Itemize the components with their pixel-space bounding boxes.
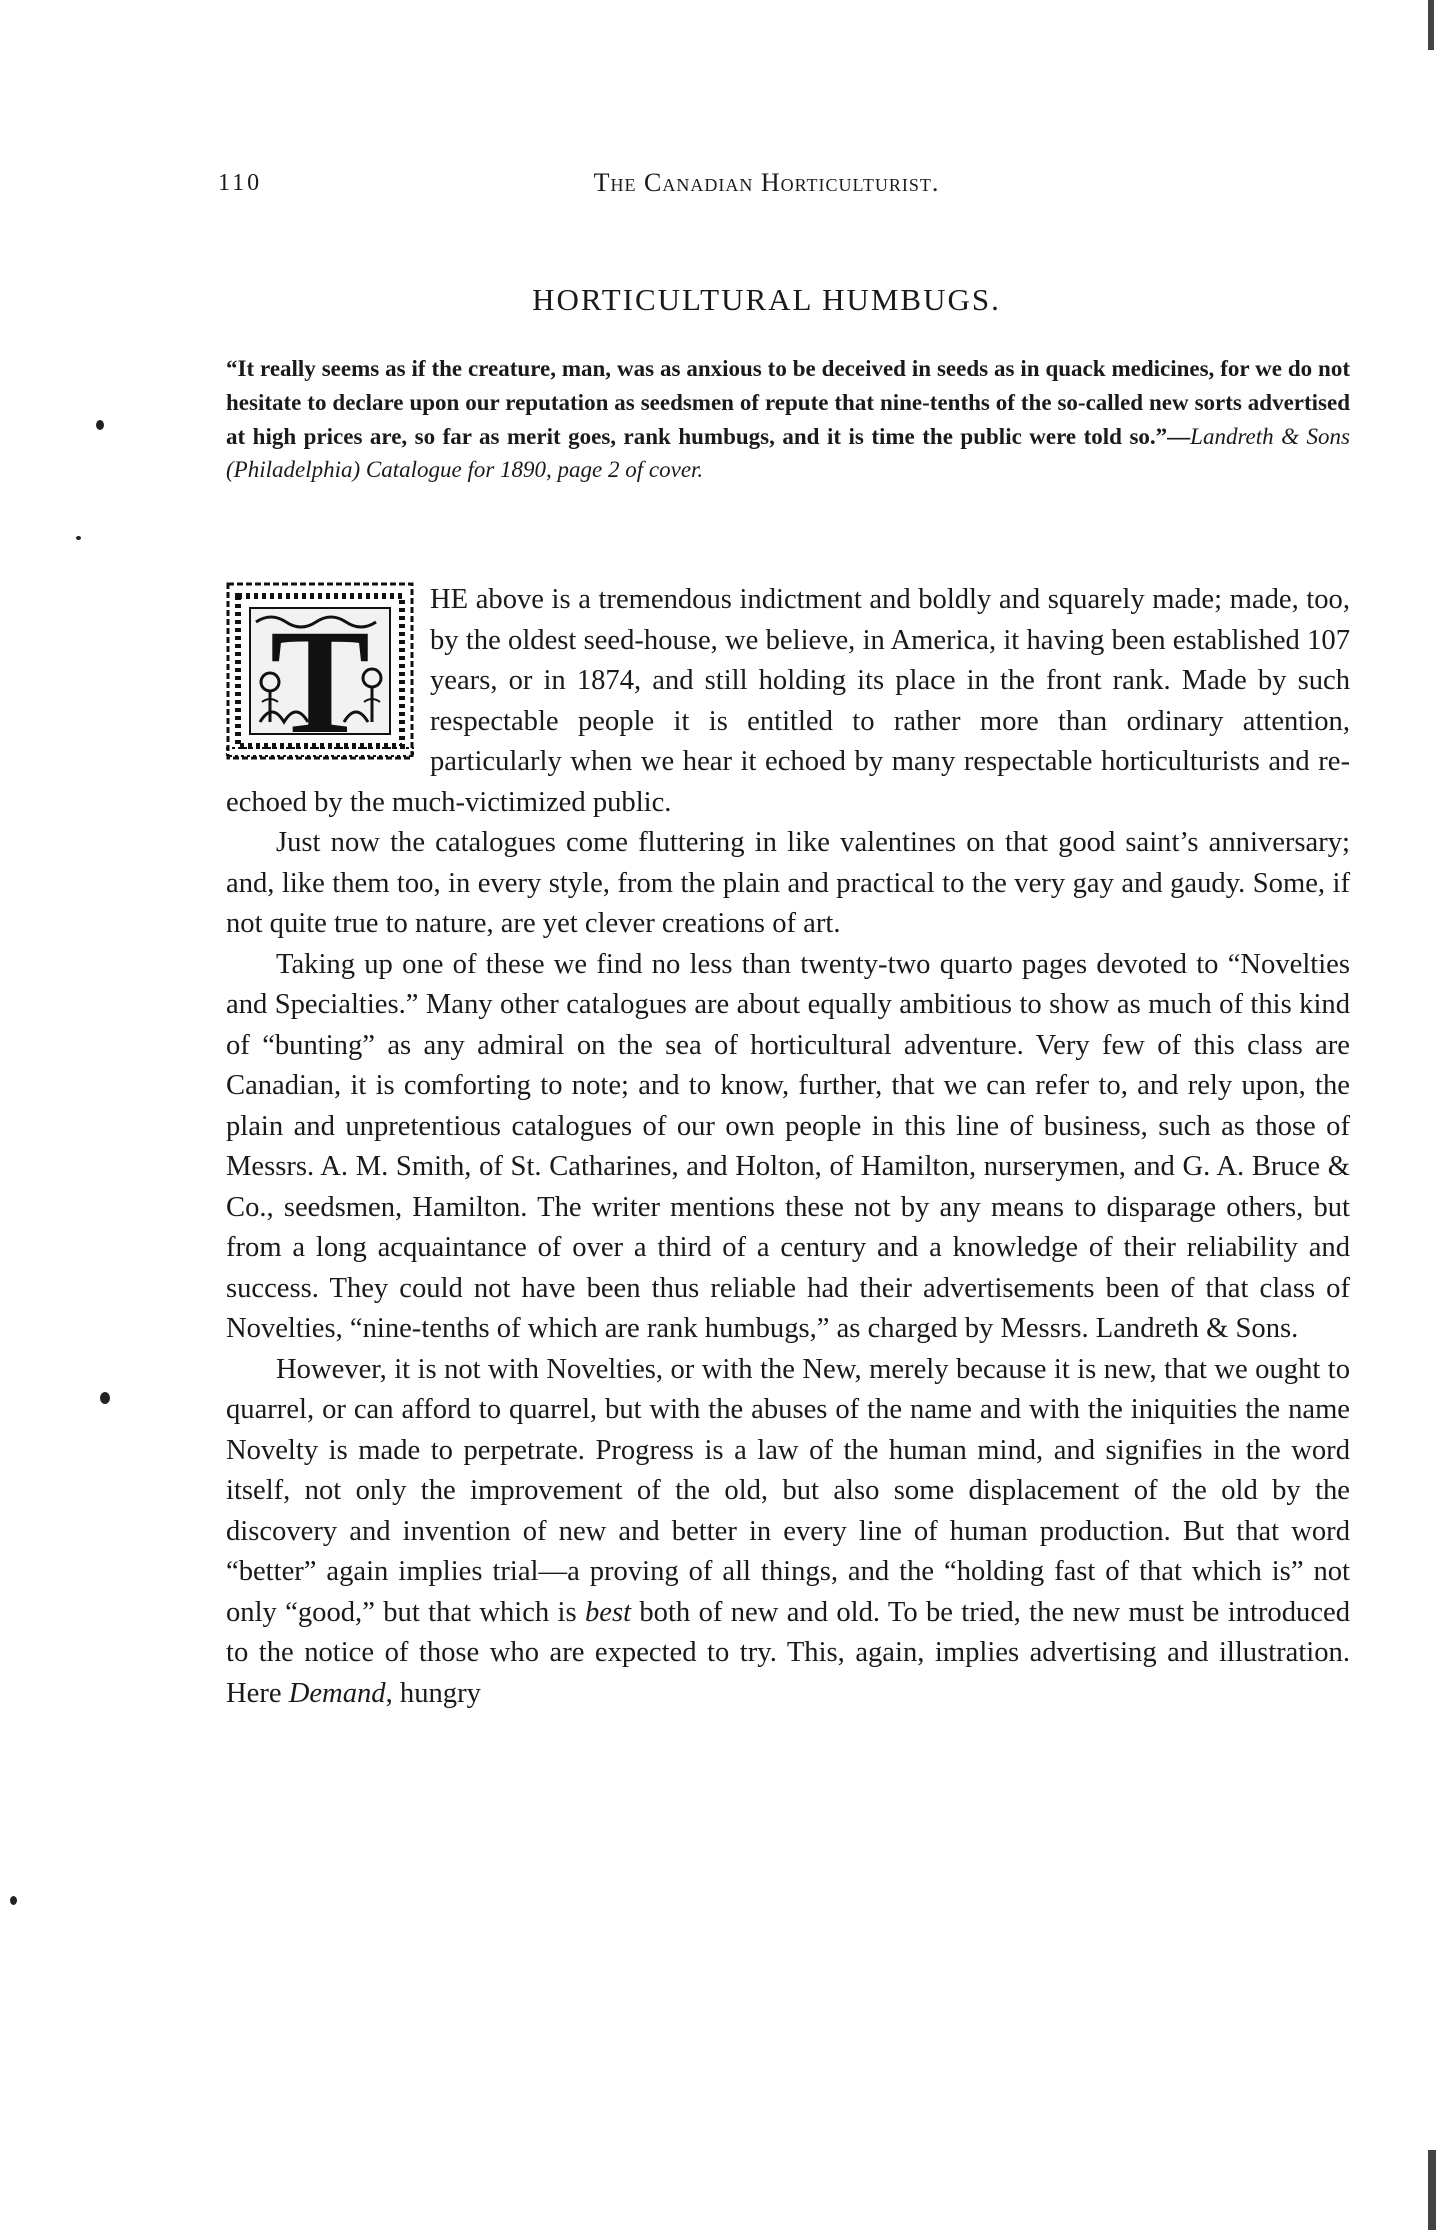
margin-mark bbox=[10, 1896, 17, 1905]
article-body bbox=[226, 580, 1350, 1714]
paragraph-4-text-c: , hungry bbox=[385, 1677, 481, 1709]
paragraph-1-text: HE above is a tremendous indictment and boldly and squarely made; made, too, by the oldest seed-house, we believe, in America, it having been established 107 years, or in 1874, and still holding its place in the front rank. Made by such respectable people it is entitled to rather more than ordinary attention, particularly when we hear it echoed by many respectable horticulturists and re-echoed by the much-victimized public. bbox=[226, 584, 1350, 818]
page-number: 110 bbox=[218, 170, 263, 196]
epigraph-quote: “It really seems as if the creature, man, was as anxious to be deceived in seeds as in quack medicines, for we do not hesitate to declare upon our reputation as seedsmen of repute that nine-tenths of the so-called new sorts advertised at high prices are, so far as merit goes, rank humbugs, and it is time the public were told so.”— bbox=[226, 356, 1350, 449]
paragraph-1 bbox=[226, 580, 1350, 823]
drop-cap-letter: T bbox=[269, 599, 371, 760]
edge-speck bbox=[1428, 0, 1434, 50]
epigraph-citation: Landreth & Sons (Philadelphia) Catalogue for 1890, page 2 of cover. bbox=[226, 423, 1351, 483]
edge-speck bbox=[1428, 2150, 1436, 2230]
running-head: The Canadian Horticulturist. bbox=[593, 168, 940, 197]
paragraph-3: Taking up one of these we find no less than twenty-two quarto pages devoted to “Novelties and Specialties.” Many other catalogues are about equally ambitious to show as much of this kind of “bunting” as any admiral on the sea of horticultural adventure. Very few of this class are Canadian, it is comforting to note; and to know, further, that we can refer to, and rely upon, the plain and unpretentious catalogues of our own people in this line of business, such as those of Messrs. A. M. Smith, of St. Catharines, and Holton, of Hamilton, nurserymen, and G. A. Bruce & Co., seedsmen, Hamilton. The writer mentions these not by any means to disparage others, but from a long acquaintance of over a third of a century and a knowledge of their reliability and success. They could not have been thus reliable had their advertisements been of that class of Novelties, “nine-tenths of which are rank humbugs,” as charged by Messrs. Landreth & Sons. bbox=[226, 948, 1350, 1344]
margin-mark bbox=[100, 1392, 110, 1404]
ornamental-drop-cap bbox=[226, 582, 414, 760]
paragraph-4-text-b: both of new and old. To be tried, the new must be introduced to the notice of those who are expected to try. This, again, implies advertising and illustration. Here bbox=[226, 1596, 1350, 1709]
paragraph-2: Just now the catalogues come fluttering in like valentines on that good saint’s anniversary; and, like them too, in every style, from the plain and practical to the very gay and gaudy. Some, if not quite true to nature, are yet clever creations of art. bbox=[226, 827, 1350, 939]
drop-cap-ornament bbox=[226, 582, 414, 760]
article-title: HORTICULTURAL HUMBUGS. bbox=[532, 282, 1001, 317]
paragraph-4 bbox=[226, 1350, 1350, 1715]
paragraph-4-text-a: However, it is not with Novelties, or with the New, merely because it is new, that we ought to quarrel, or can afford to quarrel, but with the abuses of the name and with the iniquities the name Novelty is made to perpetrate. Progress is a law of the human mind, and signifies in the word itself, not only the improvement of the old, but also some displacement of the old by the discovery and invention of new and better in every line of human production. But that word “better” again implies trial—a proving of all things, and the “holding fast of that which is” not only “good,” but that which is bbox=[226, 1353, 1350, 1628]
epigraph bbox=[226, 352, 1350, 487]
emphasis-demand: Demand bbox=[288, 1677, 386, 1709]
emphasis-best: best bbox=[584, 1596, 632, 1628]
margin-mark bbox=[76, 536, 81, 540]
margin-mark bbox=[96, 420, 104, 430]
